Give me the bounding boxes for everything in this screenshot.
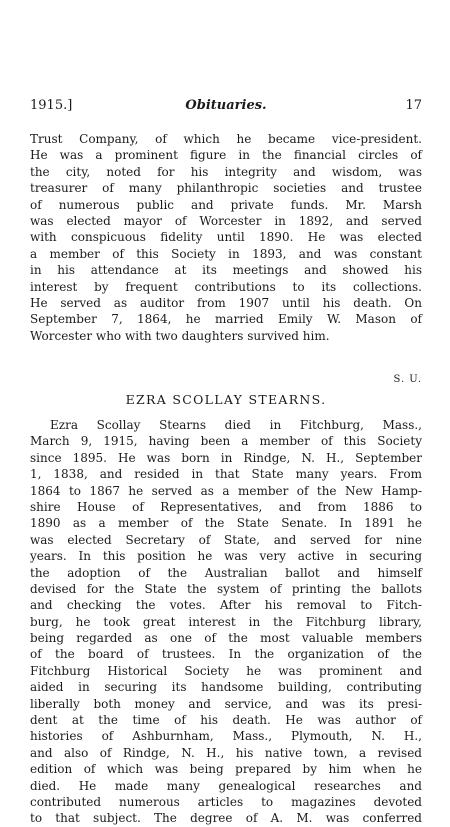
text-line: of numerous public and private funds. Mr. Marsh: [30, 197, 422, 212]
text-line: 1890 as a member of the State Senate. In 1891 he: [30, 516, 422, 531]
text-line: liberally both money and service, and was its presi-: [30, 696, 422, 711]
text-line: contributed numerous articles to magazines devoted: [30, 794, 422, 809]
page-number: 17: [405, 98, 422, 113]
text-line: histories of Ashburnham, Mass., Plymouth, N. H.,: [30, 729, 422, 744]
text-line: and also of Rindge, N. H., his native town, a revised: [30, 745, 422, 760]
obituary-heading: EZRA SCOLLAY STEARNS.: [125, 392, 327, 407]
text-line: a member of this Society in 1893, and was constant: [30, 246, 422, 261]
text-line: died. He made many genealogical researches and: [30, 778, 422, 793]
text-line: dent at the time of his death. He was author of: [30, 713, 422, 728]
text-line: March 9, 1915, having been a member of this Society: [30, 434, 422, 449]
text-line: Fitchburg Historical Society he was prominent and: [30, 663, 422, 678]
text-line: treasurer of many philanthropic societies and trustee: [30, 181, 422, 196]
author-initials: S. U.: [393, 374, 422, 385]
text-line: shire House of Representatives, and from 1886 to: [30, 499, 422, 514]
text-line: He served as auditor from 1907 until his death. On: [30, 295, 422, 310]
text-line: to that subject. The degree of A. M. was conferred: [30, 811, 422, 826]
header-year: 1915.]: [30, 98, 73, 113]
text-line: Ezra Scollay Stearns died in Fitchburg, Mass.,: [50, 418, 422, 432]
text-line: September 7, 1864, he married Emily W. Mason of: [30, 312, 422, 327]
text-line: in his attendance at its meetings and showed his: [30, 263, 422, 278]
text-line: since 1895. He was born in Rindge, N. H., September: [30, 450, 422, 465]
text-line: with conspicuous fidelity until 1890. He was elected: [30, 230, 422, 245]
text-line: the adoption of the Australian ballot and himself: [30, 565, 422, 580]
text-line: He was a prominent figure in the financial circles of: [30, 148, 422, 163]
text-line: years. In this position he was very active in securing: [30, 549, 422, 564]
text-line: being regarded as one of the most valuable members: [30, 631, 422, 646]
text-line: Worcester who with two daughters survived him.: [30, 328, 330, 343]
stearns-obituary-paragraph: [30, 417, 422, 827]
text-line: the city, noted for his integrity and wisdom, was: [30, 164, 422, 179]
text-line: burg, he took great interest in the Fitchburg library,: [30, 614, 422, 629]
text-line: edition of which was being prepared by him when he: [30, 762, 422, 777]
text-line: was elected mayor of Worcester in 1892, and served: [30, 213, 422, 228]
text-line: Trust Company, of which he became vice-president.: [30, 132, 422, 146]
text-line: 1, 1838, and resided in that State many years. From: [30, 467, 422, 482]
text-line: aided in securing its handsome building, contributing: [30, 680, 422, 695]
text-line: 1864 to 1867 he served as a member of the New Hamp-: [30, 483, 422, 498]
text-line: devised for the State the system of printing the ballots: [30, 581, 422, 596]
text-line: of the board of trustees. In the organization of the: [30, 647, 422, 662]
text-line: was elected Secretary of State, and served for nine: [30, 532, 422, 547]
page-header: [30, 98, 422, 118]
text-line: and checking the votes. After his removal to Fitch-: [30, 598, 422, 613]
marsh-obituary-paragraph: [30, 131, 422, 344]
running-title: Obituaries.: [185, 98, 267, 113]
text-line: interest by frequent contributions to its collections.: [30, 279, 422, 294]
